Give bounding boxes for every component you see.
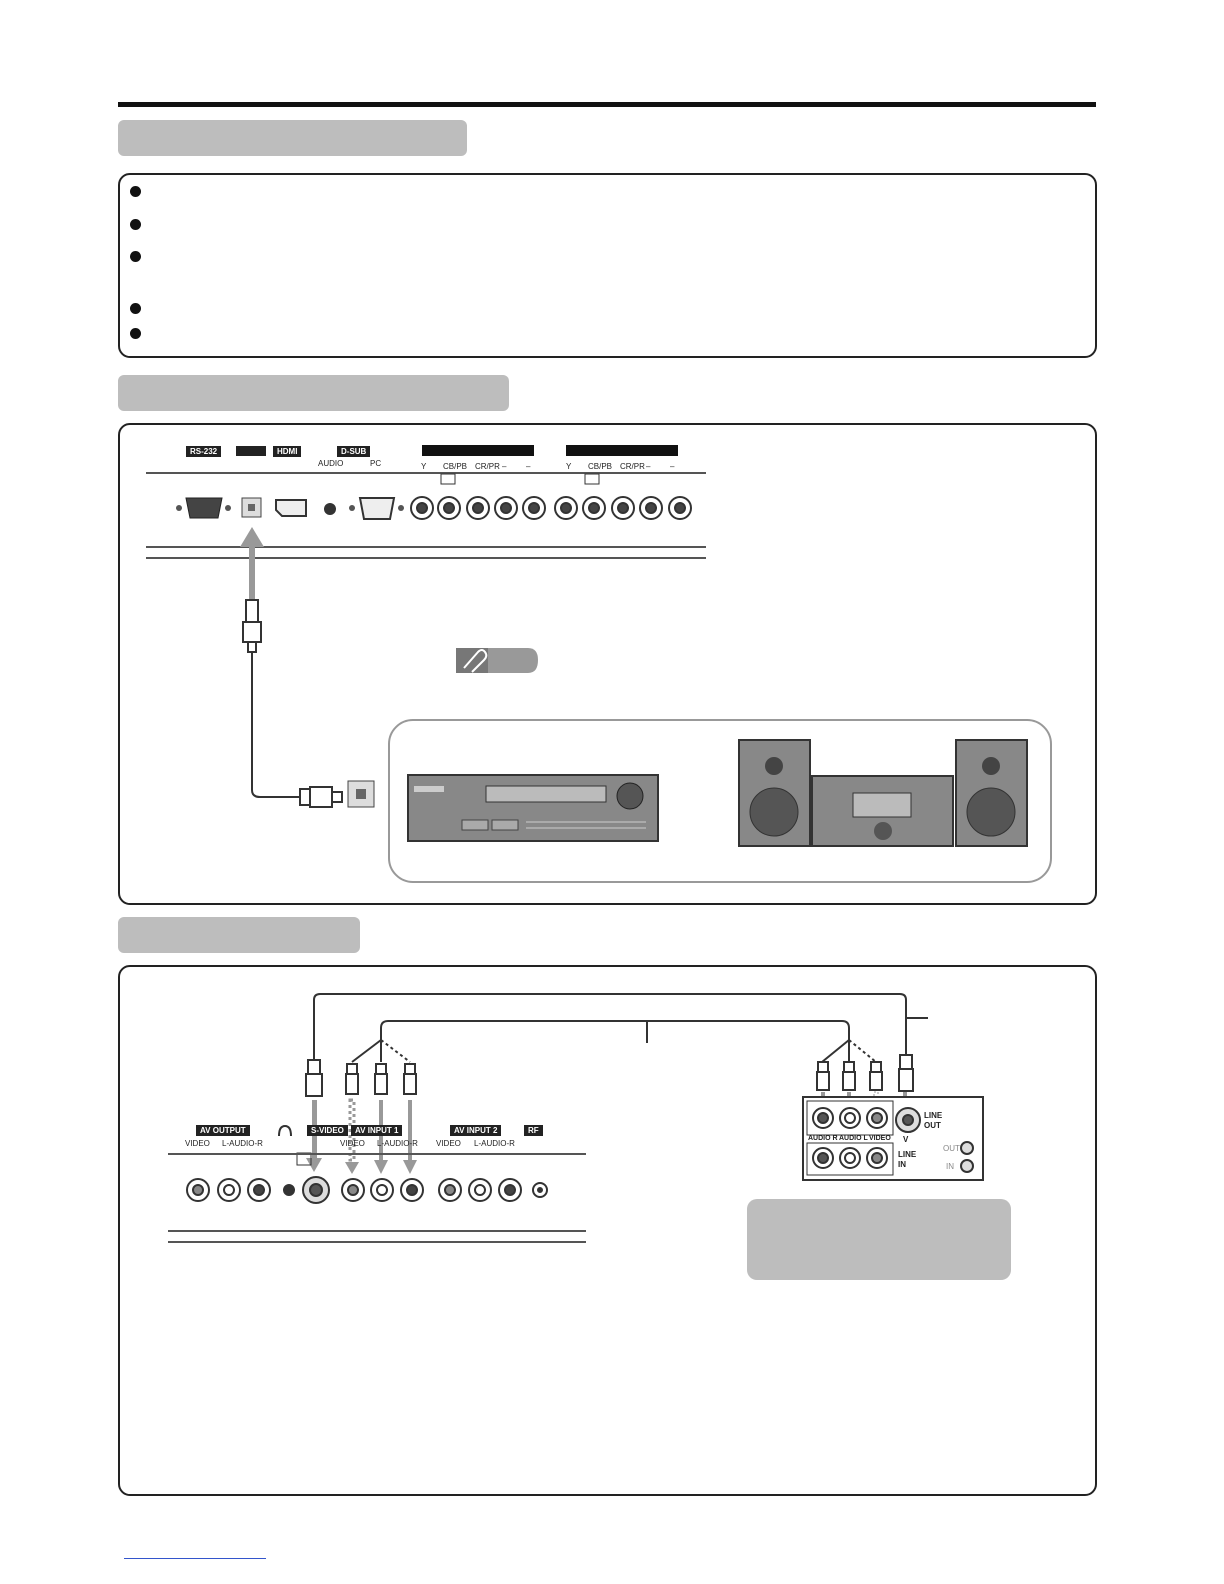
dsub-port <box>349 498 404 519</box>
component-1-cb-label: CB/PB <box>443 462 468 471</box>
audio-label: AUDIO <box>318 459 344 468</box>
vcr-video-label: VIDEO <box>869 1135 891 1142</box>
tv-bottom-panel-rule <box>168 1241 586 1243</box>
vcr-line-out-label: LINE OUT <box>924 1111 943 1130</box>
vcr-audio-r-label: AUDIO R <box>808 1135 838 1142</box>
vcr-line-in-label: LINE IN <box>898 1150 917 1169</box>
av-input-2-audio-label: L-AUDIO-R <box>474 1139 515 1148</box>
component-1-y-label: Y <box>421 462 427 471</box>
vcr-v-label: V <box>903 1135 909 1144</box>
av-input-1-label: AV INPUT 1 <box>351 1125 402 1136</box>
av-receiver <box>408 775 658 841</box>
component-2-y-label: Y <box>566 462 572 471</box>
rs232-port <box>176 498 231 518</box>
av-input-1-video-label: VIDEO <box>340 1139 365 1148</box>
component-2-dash-label: – <box>670 462 675 471</box>
vcr-audio-l-label: AUDIO L <box>839 1135 868 1142</box>
vcr-out-label: OUT <box>943 1144 960 1153</box>
component-1-cr-label: CR/PR <box>475 462 500 471</box>
component-jacks <box>411 497 691 519</box>
vcr-in-label: IN <box>946 1162 954 1171</box>
component-1-dash-label: – <box>526 462 531 471</box>
av-output-label: AV OUTPUT <box>196 1125 250 1136</box>
note-tag <box>456 648 538 673</box>
hdmi-port <box>276 500 306 516</box>
component-2-cr-label: CR/PR <box>620 462 645 471</box>
av-output-video-label: VIDEO <box>185 1139 210 1148</box>
rf-label: RF <box>524 1125 543 1136</box>
av-output-audio-label: L-AUDIO-R <box>222 1139 263 1148</box>
component-2-cb-label: CB/PB <box>588 462 613 471</box>
rs232-label: RS-232 <box>186 446 221 457</box>
svideo-label: S-VIDEO <box>307 1125 348 1136</box>
section-3-header-tab <box>118 917 360 953</box>
vcr-callout-box <box>747 1199 1011 1280</box>
av-input-2-label: AV INPUT 2 <box>450 1125 501 1136</box>
optical-cable <box>240 527 374 807</box>
pc-audio-jack <box>324 503 336 515</box>
component-1-dash-label: – <box>502 462 507 471</box>
dsub-label: D-SUB <box>337 446 370 457</box>
av-input-1-audio-label: L-AUDIO-R <box>377 1139 418 1148</box>
component-2-dash-label: – <box>646 462 651 471</box>
tv-bottom-panel-rule <box>168 1230 586 1232</box>
av-input-2-video-label: VIDEO <box>436 1139 461 1148</box>
tv-bottom-panel-top-rule <box>168 1153 586 1155</box>
hdmi-label: HDMI <box>273 446 301 457</box>
footer-link-underline <box>124 1558 266 1559</box>
pc-label: PC <box>370 459 382 468</box>
